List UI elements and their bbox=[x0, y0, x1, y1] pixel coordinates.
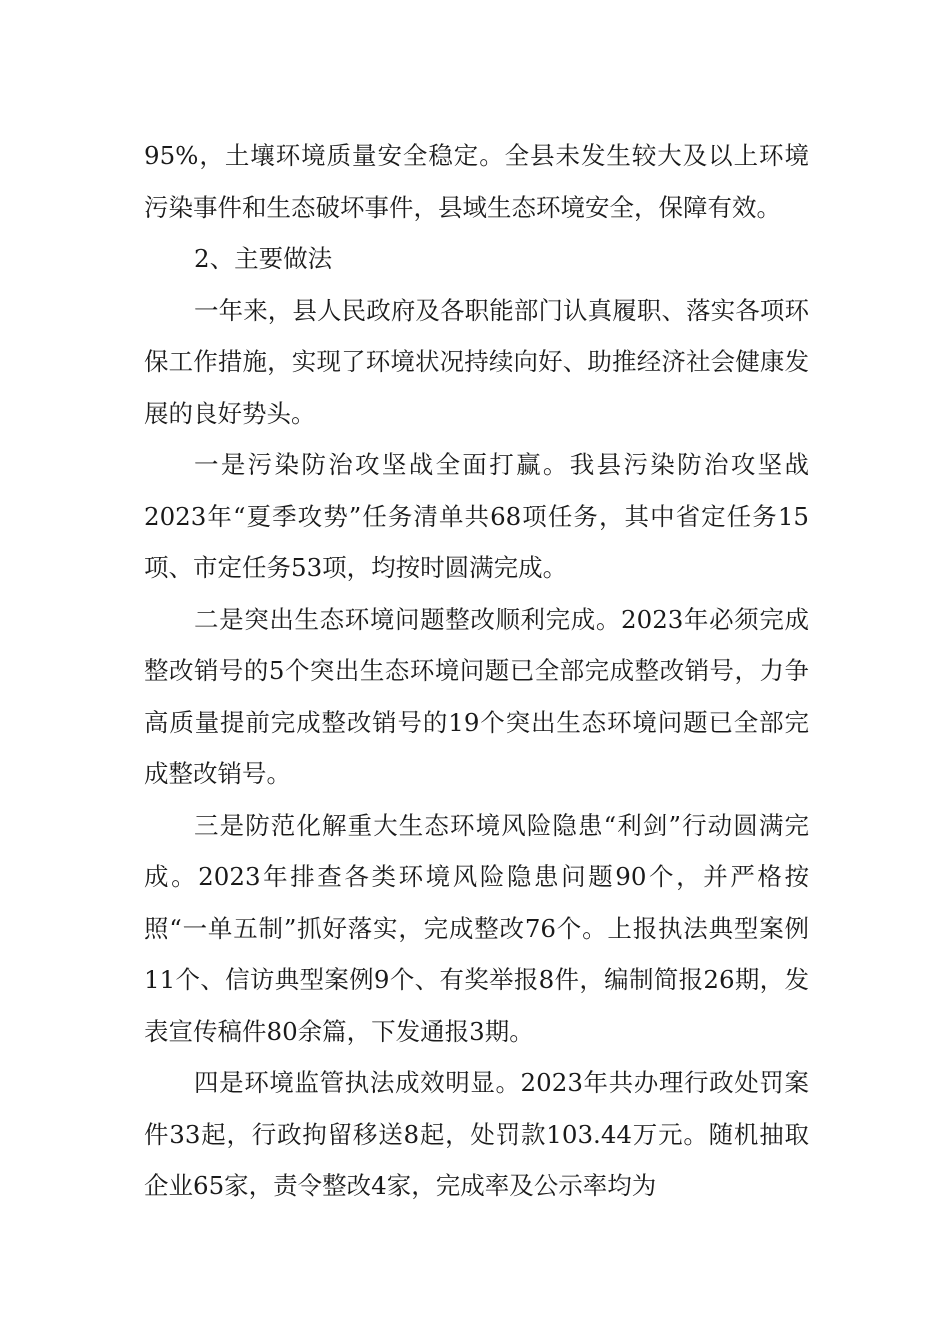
paragraph-pollution-control: 一是污染防治攻坚战全面打赢。我县污染防治攻坚战2023年“夏季攻势”任务清单共68项任务，其中省定任务15项、市定任务53项，均按时圆满完成。 bbox=[144, 450, 809, 582]
paragraph-overview: 一年来，县人民政府及各职能部门认真履职、落实各项环保工作措施，实现了环境状况持续向好、助推经济社会健康发展的良好势头。 bbox=[144, 295, 809, 428]
paragraph-continuation: 95%，土壤环境质量安全稳定。全县未发生较大及以上环境污染事件和生态破坏事件，县域生态环境安全，保障有效。 bbox=[144, 141, 809, 222]
paragraph-risk-prevention: 三是防范化解重大生态环境风险隐患“利剑”行动圆满完成。2023年排查各类环境风险隐患问题90个，并严格按照“一单五制”抓好落实，完成整改76个。上报执法典型案例11个、信访典型案例9个、有奖举报8件，编制简报26期，发表宣传稿件80余篇，下发通报3期。 bbox=[144, 810, 809, 1046]
document-body bbox=[144, 130, 809, 1212]
paragraph-enforcement: 四是环境监管执法成效明显。2023年共办理行政处罚案件33起，行政拘留移送8起，处罚款103.44万元。随机抽取企业65家，责令整改4家，完成率及公示率均为 bbox=[144, 1068, 809, 1200]
section-heading: 2、主要做法 bbox=[194, 244, 333, 273]
paragraph-rectification: 二是突出生态环境问题整改顺利完成。2023年必须完成整改销号的5个突出生态环境问题已全部完成整改销号，力争高质量提前完成整改销号的19个突出生态环境问题已全部完成整改销号。 bbox=[144, 604, 809, 788]
